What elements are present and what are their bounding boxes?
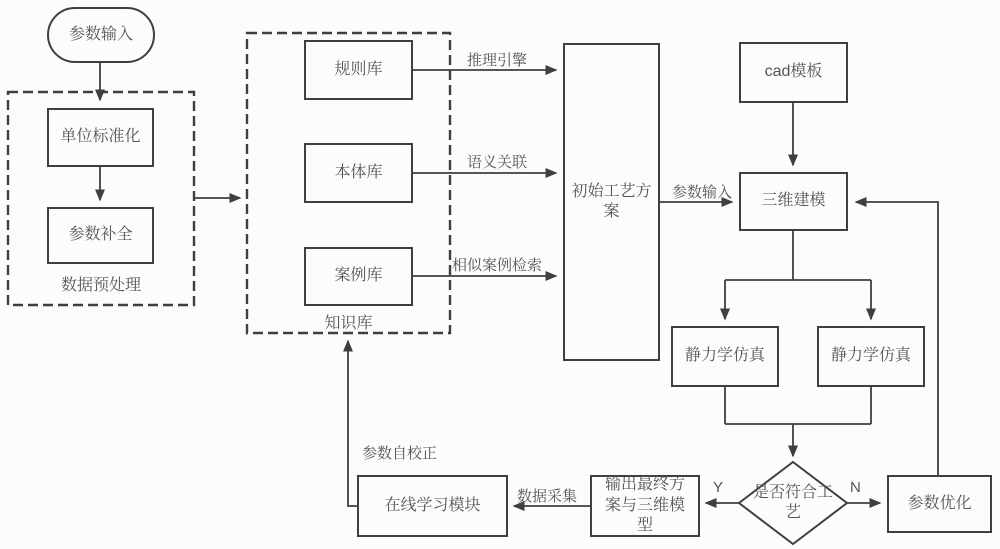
node-unit-standardization-label: 单位标准化 — [60, 128, 141, 146]
node-case-base — [304, 247, 413, 306]
node-static-sim-right — [817, 326, 925, 387]
node-case-base-label: 案例库 — [334, 267, 383, 285]
node-ontology-base-label: 本体库 — [334, 163, 383, 181]
node-decision-label: 是否符合工艺 — [752, 484, 833, 521]
node-param-completion — [47, 207, 154, 264]
node-param-optimization-label: 参数优化 — [907, 494, 972, 512]
node-unit-standardization — [47, 108, 154, 167]
node-cad-template-label: cad模板 — [764, 63, 823, 81]
node-param-optimization — [887, 475, 992, 533]
node-modeling-3d — [739, 172, 848, 231]
arrow-online-learning-to-knowledge — [348, 341, 357, 506]
node-cad-template — [739, 42, 848, 103]
edge-label-param-input: 参数输入 — [672, 184, 733, 201]
node-static-sim-left — [671, 326, 779, 387]
edge-label-inference-engine: 推理引擎 — [467, 52, 528, 69]
knowledge-group-label: 知识库 — [324, 315, 373, 332]
node-rule-base-label: 规则库 — [334, 60, 383, 78]
node-static-sim-right-label: 静力学仿真 — [830, 347, 911, 365]
node-final-output-label: 输出最终方案与三维模型 — [604, 476, 685, 535]
node-initial-plan-label: 初始工艺方案 — [571, 182, 652, 220]
node-static-sim-left-label: 静力学仿真 — [684, 347, 765, 365]
node-initial-plan — [563, 43, 660, 361]
node-param-input-label: 参数输入 — [68, 25, 133, 43]
node-online-learning-label: 在线学习模块 — [384, 496, 481, 514]
node-rule-base — [304, 40, 413, 100]
edge-label-yes: Y — [713, 479, 724, 496]
node-ontology-base — [304, 143, 413, 203]
node-param-input — [47, 7, 155, 63]
node-final-output — [590, 475, 700, 537]
edge-label-semantic-link: 语义关联 — [467, 154, 528, 171]
edge-label-similar-case-search: 相似案例检索 — [452, 257, 543, 274]
node-online-learning — [357, 475, 508, 537]
edge-label-no: N — [850, 479, 861, 496]
node-param-completion-label: 参数补全 — [68, 226, 133, 244]
edge-label-data-collection: 数据采集 — [517, 488, 578, 505]
node-modeling-3d-label: 三维建模 — [761, 192, 826, 210]
edge-label-param-self-correction: 参数自校正 — [362, 445, 438, 462]
preprocess-group-label: 数据预处理 — [60, 277, 141, 294]
